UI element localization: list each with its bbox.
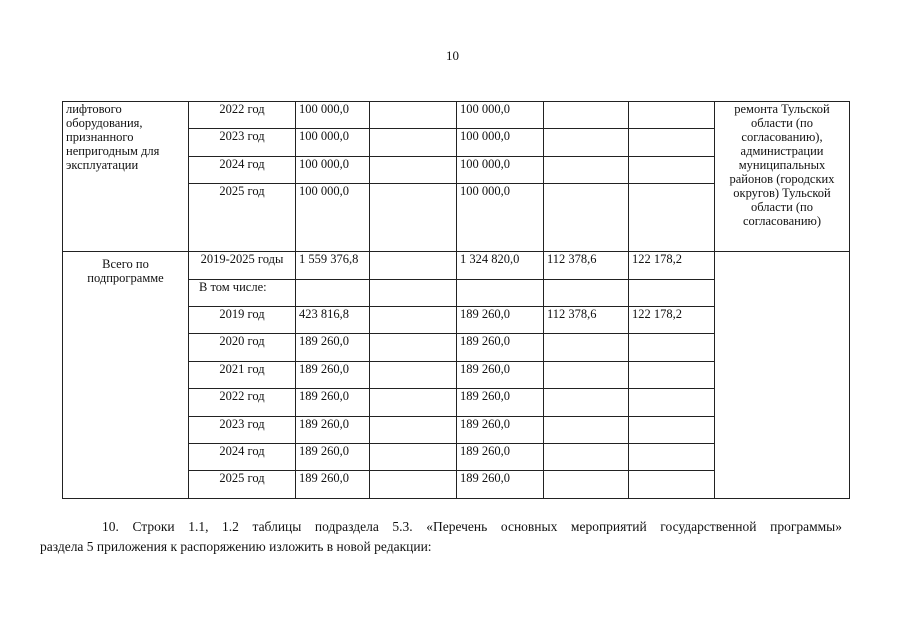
amount-cell-c4 bbox=[629, 361, 715, 388]
amount-cell-total: 189 260,0 bbox=[296, 361, 370, 388]
amount-cell-total: 100 000,0 bbox=[296, 156, 370, 183]
amount-cell-c1 bbox=[370, 471, 457, 499]
amount-cell-c3 bbox=[544, 279, 629, 306]
amount-cell-total: 189 260,0 bbox=[296, 416, 370, 443]
amount-cell-c1 bbox=[370, 102, 457, 129]
amount-cell-c4 bbox=[629, 129, 715, 156]
budget-table bbox=[62, 101, 850, 499]
amount-cell-c4 bbox=[629, 416, 715, 443]
amount-cell-c1 bbox=[370, 361, 457, 388]
amount-cell-c1 bbox=[370, 416, 457, 443]
amount-cell-c2: 189 260,0 bbox=[457, 389, 544, 416]
period-cell: 2025 год bbox=[189, 471, 296, 499]
amount-cell-c1 bbox=[370, 184, 457, 252]
period-cell: 2022 год bbox=[189, 102, 296, 129]
amount-cell-total: 1 559 376,8 bbox=[296, 252, 370, 279]
amount-cell-c1 bbox=[370, 156, 457, 183]
amount-cell-c1 bbox=[370, 389, 457, 416]
amount-cell-c1 bbox=[370, 334, 457, 361]
amount-cell-total: 100 000,0 bbox=[296, 102, 370, 129]
amount-cell-total: 100 000,0 bbox=[296, 129, 370, 156]
activity-name-cell: Всего по подпрограмме bbox=[63, 252, 189, 499]
amount-cell-c3 bbox=[544, 389, 629, 416]
amount-cell-c3 bbox=[544, 416, 629, 443]
amount-cell-total: 189 260,0 bbox=[296, 389, 370, 416]
amount-cell-c3: 112 378,6 bbox=[544, 307, 629, 334]
table-row bbox=[63, 252, 850, 279]
amount-cell-c4 bbox=[629, 389, 715, 416]
period-cell: 2019-2025 годы bbox=[189, 252, 296, 279]
amount-cell-c3 bbox=[544, 361, 629, 388]
table-row bbox=[63, 102, 850, 129]
period-cell: 2025 год bbox=[189, 184, 296, 252]
amount-cell-c3 bbox=[544, 156, 629, 183]
period-cell: 2019 год bbox=[189, 307, 296, 334]
amount-cell-c1 bbox=[370, 307, 457, 334]
instruction-paragraph bbox=[40, 517, 842, 557]
amount-cell-total: 423 816,8 bbox=[296, 307, 370, 334]
amount-cell-c1 bbox=[370, 279, 457, 306]
amount-cell-c2: 189 260,0 bbox=[457, 444, 544, 471]
amount-cell-c2: 189 260,0 bbox=[457, 361, 544, 388]
amount-cell-c4: 122 178,2 bbox=[629, 252, 715, 279]
amount-cell-total: 189 260,0 bbox=[296, 334, 370, 361]
period-cell: 2022 год bbox=[189, 389, 296, 416]
amount-cell-c4 bbox=[629, 279, 715, 306]
period-cell: 2020 год bbox=[189, 334, 296, 361]
period-cell: 2024 год bbox=[189, 444, 296, 471]
period-cell: 2023 год bbox=[189, 129, 296, 156]
amount-cell-c2: 189 260,0 bbox=[457, 416, 544, 443]
amount-cell-c4 bbox=[629, 334, 715, 361]
amount-cell-c2: 100 000,0 bbox=[457, 102, 544, 129]
amount-cell-c2: 1 324 820,0 bbox=[457, 252, 544, 279]
amount-cell-c2: 100 000,0 bbox=[457, 129, 544, 156]
amount-cell-c3 bbox=[544, 444, 629, 471]
amount-cell-c4 bbox=[629, 184, 715, 252]
amount-cell-c3 bbox=[544, 102, 629, 129]
budget-table-body bbox=[63, 102, 850, 499]
activity-name-cell: лифтового оборудования, признанного непригодным для эксплуатации bbox=[63, 102, 189, 252]
amount-cell-c2: 189 260,0 bbox=[457, 471, 544, 499]
amount-cell-c2 bbox=[457, 279, 544, 306]
amount-cell-c3 bbox=[544, 471, 629, 499]
amount-cell-c3 bbox=[544, 129, 629, 156]
amount-cell-total: 189 260,0 bbox=[296, 471, 370, 499]
amount-cell-c3 bbox=[544, 334, 629, 361]
amount-cell-c4 bbox=[629, 156, 715, 183]
amount-cell-c2: 189 260,0 bbox=[457, 334, 544, 361]
paragraph-line-1: 10. Строки 1.1, 1.2 таблицы подраздела 5.3. «Перечень основных мероприятий государственной программы» bbox=[102, 519, 842, 534]
amount-cell-total: 189 260,0 bbox=[296, 444, 370, 471]
amount-cell-c2: 100 000,0 bbox=[457, 156, 544, 183]
amount-cell-c2: 100 000,0 bbox=[457, 184, 544, 252]
amount-cell-c1 bbox=[370, 252, 457, 279]
amount-cell-c4 bbox=[629, 102, 715, 129]
amount-cell-c3: 112 378,6 bbox=[544, 252, 629, 279]
responsible-cell bbox=[715, 252, 850, 499]
amount-cell-c4: 122 178,2 bbox=[629, 307, 715, 334]
amount-cell-c4 bbox=[629, 444, 715, 471]
period-cell: 2024 год bbox=[189, 156, 296, 183]
amount-cell-c2: 189 260,0 bbox=[457, 307, 544, 334]
responsible-cell: ремонта Тульской области (по согласованию), администрации муниципальных районов (городских округов) Тульской области (по согласованию) bbox=[715, 102, 850, 252]
amount-cell-c4 bbox=[629, 471, 715, 499]
amount-cell-total: 100 000,0 bbox=[296, 184, 370, 252]
amount-cell-total bbox=[296, 279, 370, 306]
amount-cell-c3 bbox=[544, 184, 629, 252]
amount-cell-c1 bbox=[370, 444, 457, 471]
paragraph-line-2: раздела 5 приложения к распоряжению изложить в новой редакции: bbox=[40, 539, 432, 554]
period-cell: В том числе: bbox=[189, 279, 296, 306]
period-cell: 2023 год bbox=[189, 416, 296, 443]
amount-cell-c1 bbox=[370, 129, 457, 156]
page-number: 10 bbox=[446, 48, 459, 63]
period-cell: 2021 год bbox=[189, 361, 296, 388]
